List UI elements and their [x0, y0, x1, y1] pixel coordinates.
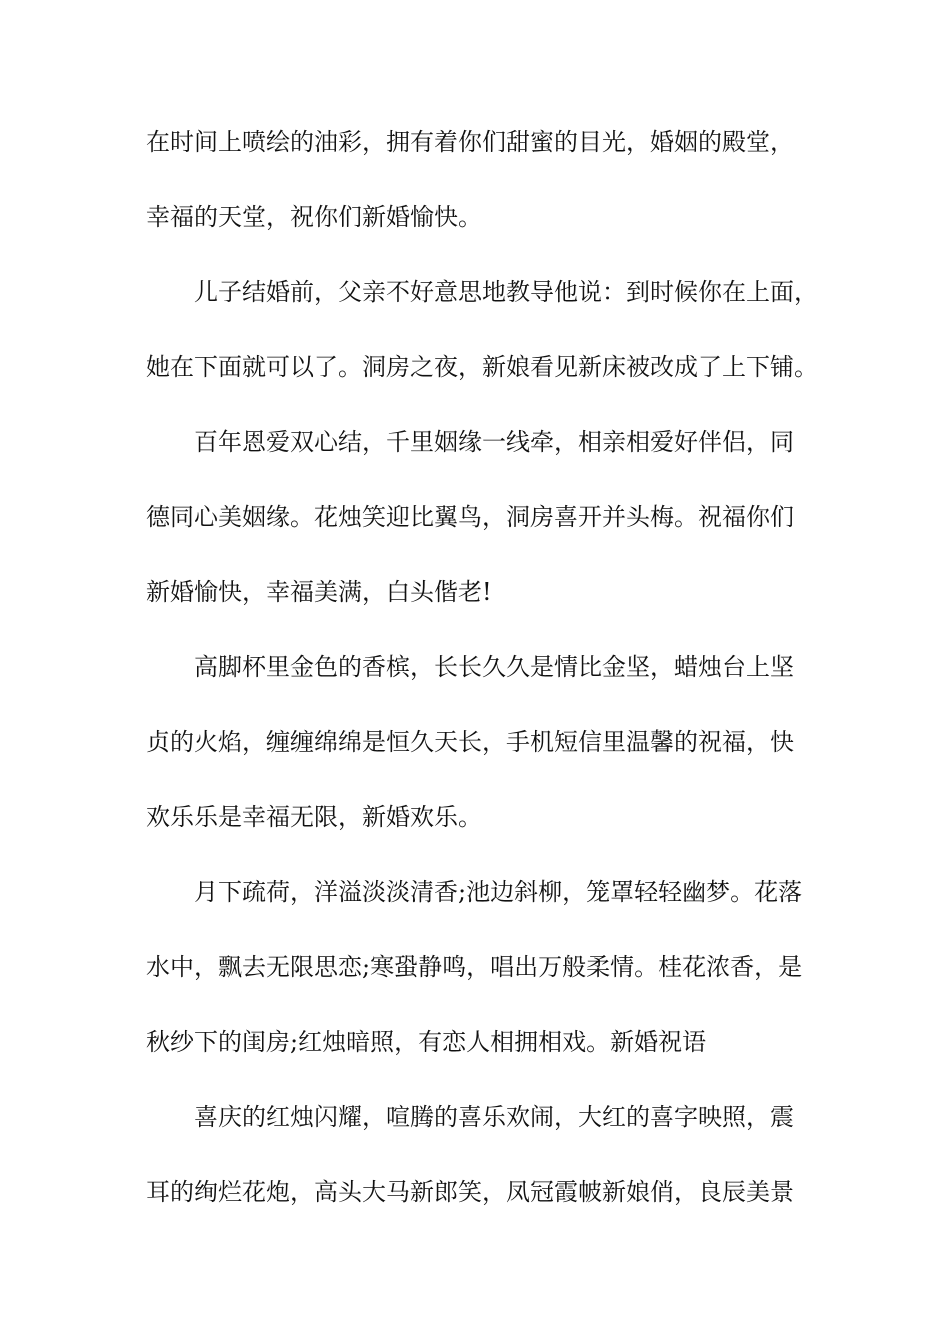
- document-body: [146, 128, 836, 1253]
- paragraph-6-line-2: 耳的绚烂花炮，高头大马新郎笑，凤冠霞帔新娘俏，良辰美景: [146, 1178, 794, 1206]
- paragraph-5-line-2: 水中，飘去无限思恋;寒蛩静鸣，唱出万般柔情。桂花浓香，是: [146, 953, 803, 981]
- paragraph-2-line-1: 儿子结婚前，父亲不好意思地教导他说：到时候你在上面，: [194, 278, 818, 306]
- paragraph-1-line-2: 幸福的天堂，祝你们新婚愉快。: [146, 203, 482, 231]
- paragraph-6-line-1: 喜庆的红烛闪耀，喧腾的喜乐欢闹，大红的喜字映照，震: [194, 1103, 794, 1131]
- paragraph-4-line-1: 高脚杯里金色的香槟，长长久久是情比金坚，蜡烛台上坚: [194, 653, 794, 681]
- paragraph-1-line-1: 在时间上喷绘的油彩，拥有着你们甜蜜的目光，婚姻的殿堂，: [146, 128, 794, 156]
- paragraph-5-line-1: 月下疏荷，洋溢淡淡清香;池边斜柳，笼罩轻轻幽梦。花落: [194, 878, 803, 906]
- paragraph-3-line-2: 德同心美姻缘。花烛笑迎比翼鸟，洞房喜开并头梅。祝福你们: [146, 503, 794, 531]
- paragraph-4-line-2: 贞的火焰，缠缠绵绵是恒久天长，手机短信里温馨的祝福，快: [146, 728, 794, 756]
- paragraph-2-line-2: 她在下面就可以了。洞房之夜，新娘看见新床被改成了上下铺。: [146, 353, 818, 381]
- paragraph-3-line-3: 新婚愉快，幸福美满，白头偕老!: [146, 578, 492, 606]
- paragraph-4-line-3: 欢乐乐是幸福无限，新婚欢乐。: [146, 803, 482, 831]
- paragraph-5-line-3: 秋纱下的闺房;红烛暗照，有恋人相拥相戏。新婚祝语: [146, 1028, 707, 1056]
- paragraph-3-line-1: 百年恩爱双心结，千里姻缘一线牵，相亲相爱好伴侣，同: [194, 428, 794, 456]
